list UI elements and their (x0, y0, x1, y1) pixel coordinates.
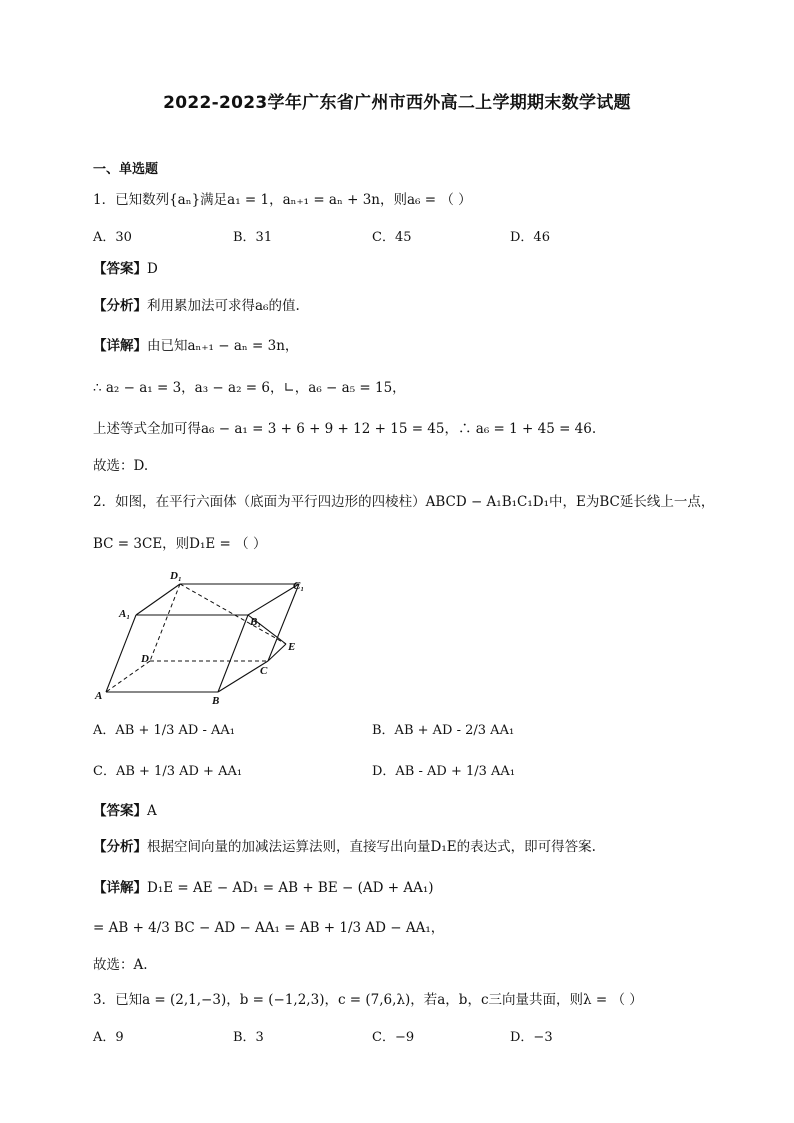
q1-analysis-line (93, 296, 300, 316)
label-c1: C₁ (293, 580, 305, 592)
q3-stem: 3．已知a = (2,1,−3)，b = (−1,2,3)，c = (7,6,λ)，若a，b，c三向量共面，则λ = （ ） (93, 992, 643, 1008)
q2-stem-1: 2．如图，在平行六面体（底面为平行四边形的四棱柱）ABCD − A₁B₁C₁D₁中，E为BC延长线上一点， (93, 494, 715, 510)
q3-option-a: A．9 (93, 1030, 124, 1045)
label-e: E (288, 641, 296, 653)
q1-detail-line (93, 336, 298, 356)
label-c: C (260, 665, 268, 677)
label-a1: A₁ (119, 608, 131, 620)
q1-detail-2: ∴ a₂ − a₁ = 3，a₃ − a₂ = 6，∟，a₆ − a₅ = 15， (93, 380, 406, 396)
label-b1: B₁ (250, 616, 262, 628)
q2-detail-2: = AB + 4/3 BC − AD − AA₁ = AB + 1/3 AD − AA₁， (93, 920, 445, 936)
q1-option-b: B．31 (233, 230, 273, 245)
label-d: D (141, 653, 149, 665)
q1-analysis: 利用累加法可求得a₆的值. (147, 298, 300, 314)
q2-option-a: A．AB + 1/3 AD - AA₁ (93, 723, 235, 738)
label-a: A (95, 690, 103, 702)
q2-detail-1: D₁E = AE − AD₁ = AB + BE − (AD + AA₁) (147, 880, 434, 896)
analysis-label: 【分析】 (93, 298, 147, 314)
parallelepiped-figure (92, 566, 307, 706)
q2-detail-line (93, 878, 434, 898)
q2-option-c: C．AB + 1/3 AD + AA₁ (93, 764, 243, 779)
q2-answer: A (147, 803, 157, 819)
page-title: 2022-2023学年广东省广州市西外高二上学期期末数学试题 (163, 93, 631, 113)
label-b: B (212, 695, 220, 706)
q1-option-c: C．45 (372, 230, 412, 245)
section-heading: 一、单选题 (93, 162, 159, 177)
q2-stem-2: BC = 3CE，则D₁E = （ ） (93, 536, 267, 552)
q1-answer-line (93, 259, 158, 279)
q1-stem: 1．已知数列{aₙ}满足a₁ = 1，aₙ₊₁ = aₙ + 3n，则a₆ = （ ） (93, 192, 472, 208)
answer-label: 【答案】 (93, 261, 147, 277)
q2-option-d: D．AB - AD + 1/3 AA₁ (372, 764, 516, 779)
q1-option-a: A．30 (93, 230, 132, 245)
q3-option-d: D．−3 (510, 1030, 553, 1045)
detail-label: 【详解】 (93, 880, 147, 896)
analysis-label: 【分析】 (93, 839, 147, 855)
label-d1: D₁ (170, 570, 182, 582)
q3-option-b: B．3 (233, 1030, 264, 1045)
q1-conclusion: 故选：D. (93, 458, 149, 474)
q1-option-d: D．46 (510, 230, 550, 245)
q3-option-c: C．−9 (372, 1030, 415, 1045)
q1-detail-1: 由已知aₙ₊₁ − aₙ = 3n， (147, 338, 299, 354)
q2-conclusion: 故选：A. (93, 957, 148, 973)
answer-label: 【答案】 (93, 803, 147, 819)
q2-answer-line (93, 801, 157, 821)
q2-option-b: B．AB + AD - 2/3 AA₁ (372, 723, 515, 738)
detail-label: 【详解】 (93, 338, 147, 354)
q2-analysis-line (93, 837, 596, 857)
q1-detail-3: 上述等式全加可得a₆ − a₁ = 3 + 6 + 9 + 12 + 15 = 45，∴ a₆ = 1 + 45 = 46. (93, 421, 597, 437)
q1-answer: D (147, 261, 158, 277)
q2-analysis: 根据空间向量的加减法运算法则，直接写出向量D₁E的表达式，即可得答案. (147, 839, 596, 855)
